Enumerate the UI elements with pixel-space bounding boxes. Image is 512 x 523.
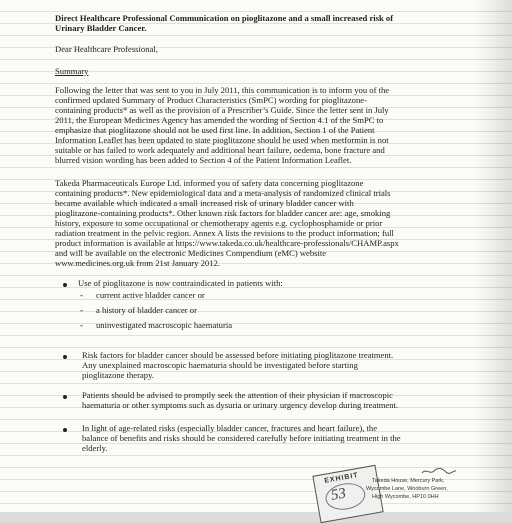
bullet-2-line: pioglitazone therapy. [82,370,154,380]
paragraph-2-line: became available which indicated a small increased risk of urinary bladder cancer with [55,198,354,208]
bullet-2-line: Risk factors for bladder cancer should be assessed before initiating pioglitazone treatment. [82,350,394,360]
paragraph-1-line: confirmed updated Summary of Product Characteristics (SmPC) wording for pioglitazone- [55,95,367,105]
paragraph-1-line: suitable or has failed to work adequately and additional heart failure, oedema, bone fracture and [55,145,385,155]
address-line: High Wycombe, HP10 0HH [372,494,439,500]
salutation: Dear Healthcare Professional, [55,44,158,54]
paragraph-1-line: Following the letter that was sent to you in July 2011, this communication is to inform you of the [55,85,390,95]
paragraph-1-line: emphasize that pioglitazone should not be used first line. In addition, Section 1 of the Patient [55,125,375,135]
paragraph-2-line: containing products*. New epidemiological data and a meta-analysis of randomized clinical trials [55,188,391,198]
exhibit-label: EXHIBIT [323,471,360,485]
address-line: Wycombe Lane, Wooburn Green, [366,486,448,492]
paragraph-1-line: containing products* as well as the provision of a Prescriber’s Guide. Since the letter sent in July [55,105,389,115]
bullet-3-line: Patients should be advised to promptly seek the attention of their physician if macroscopic [82,390,393,400]
paragraph-2-line: history, exposure to some occupational or chemotherapy agents e.g. cyclophosphamide or prior [55,218,383,228]
dash-marker: - [80,290,83,300]
sub-item-3: uninvestigated macroscopic haematuria [96,320,233,330]
bullet-marker [63,428,67,432]
sub-item-2: a history of bladder cancer or [96,305,197,315]
letter-title-line-2: Urinary Bladder Cancer. [55,23,147,33]
sub-item-1: current active bladder cancer or [96,290,205,300]
bullet-1-text: Use of pioglitazone is now contraindicated in patients with: [78,278,283,288]
bullet-marker [63,283,67,287]
takeda-logo-mark [420,464,458,478]
bullet-4-line: balance of benefits and risks should be considered carefully before initiating treatment in the [82,433,401,443]
bullet-marker [63,355,67,359]
exhibit-number: 53 [329,485,348,504]
paragraph-2-line: www.medicines.org.uk from 21st January 2012. [55,258,220,268]
paragraph-2-line: radiation treatment in the pelvic region. Annex A lists the revisions to the product information; full [55,228,394,238]
bullet-3-line: haematuria or other symptoms such as dysuria or urinary urgency develop during treatment. [82,400,399,410]
address-line: Takeda House, Mercury Park, [372,478,445,484]
summary-heading: Summary [55,66,89,76]
paragraph-2-line: pioglitazone-containing products*. Other known risk factors for bladder cancer are: age, smoking [55,208,391,218]
paragraph-2-line: Takeda Pharmaceuticals Europe Ltd. informed you of safety data concerning pioglitazone [55,178,364,188]
paragraph-2-line: product information is available at https://www.takeda.co.uk/healthcare-professionals/CHAMP.aspx [55,238,399,248]
paragraph-2-line: and will be available on the electronic Medicines Compendium (eMC) website [55,248,327,258]
bullet-2-line: Any unexplained macroscopic haematuria should be investigated before starting [82,360,358,370]
paragraph-1-line: Information Leaflet has been updated to state pioglitazone should be used when metformin is not [55,135,389,145]
bullet-marker [63,395,67,399]
bullet-4-line: elderly. [82,443,108,453]
page-edge-shadow [476,0,512,512]
dash-marker: - [80,305,83,315]
letter-title-line-1: Direct Healthcare Professional Communication on pioglitazone and a small increased risk of [55,13,394,23]
bullet-4-line: In light of age-related risks (especially bladder cancer, fractures and heart failure), the [82,423,378,433]
paragraph-1-line: blurred vision wording has been added to Section 4 of the Patient Information Leaflet. [55,155,352,165]
paragraph-1-line: 2011, the European Medicines Agency has amended the wording of Section 4.1 of the SmPC to [55,115,384,125]
dash-marker: - [80,320,83,330]
